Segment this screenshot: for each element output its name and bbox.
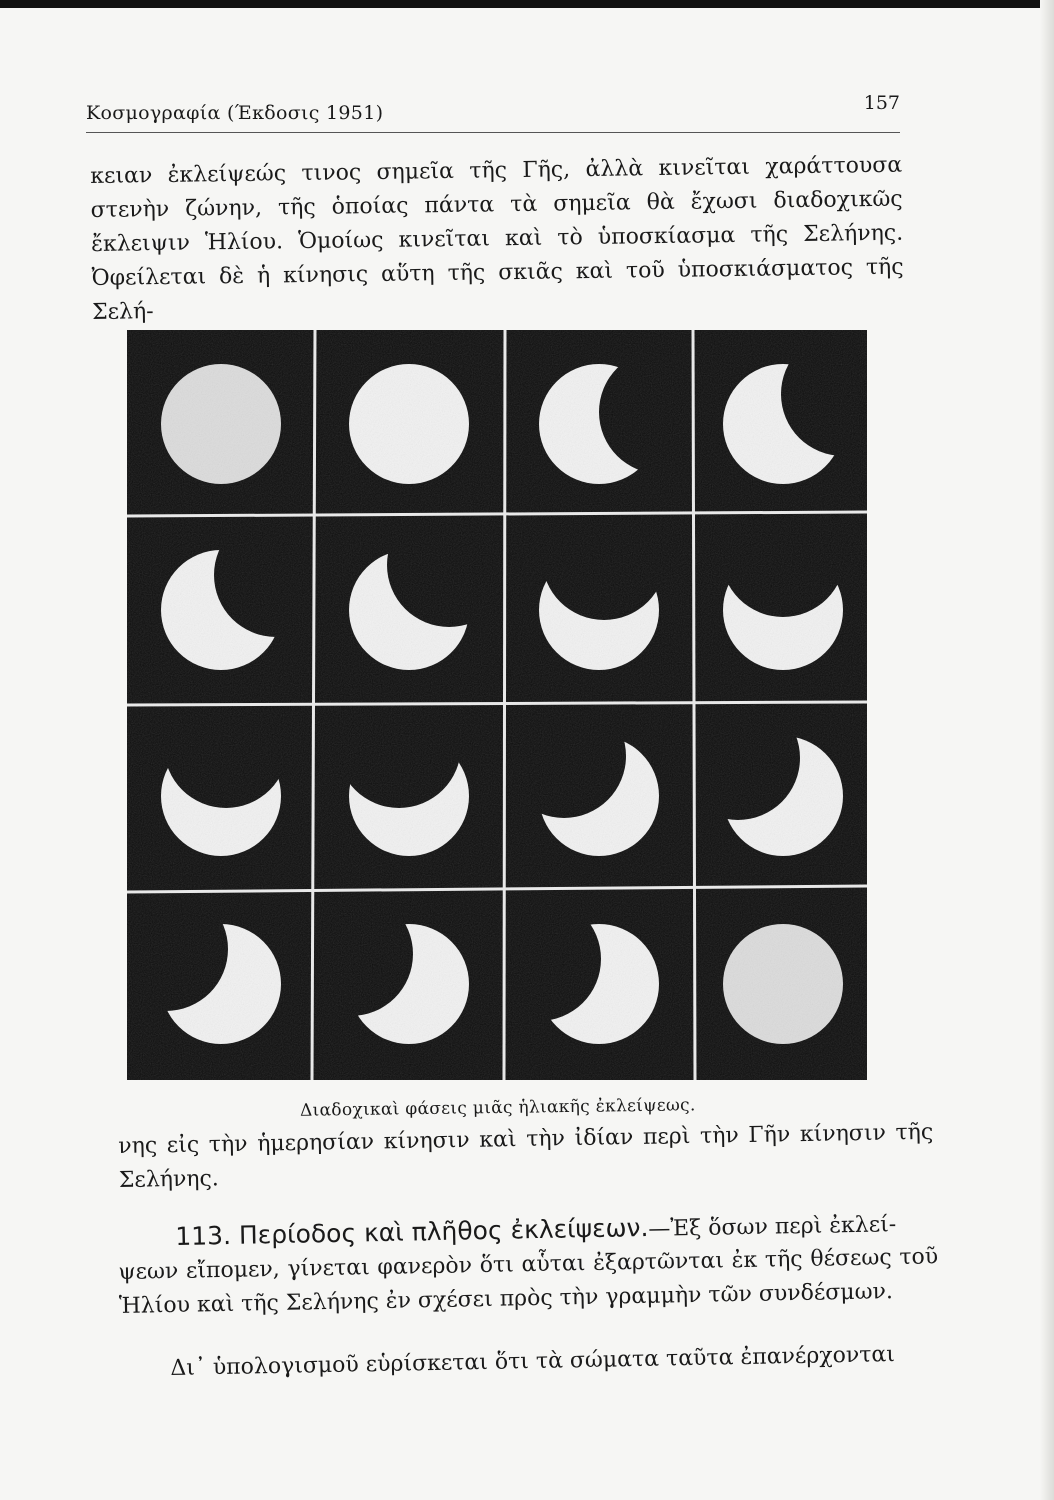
section-heading: 113. Περίοδος καὶ πλῆθος ἐκλείψεων. bbox=[175, 1212, 649, 1251]
paragraph-4: Δι᾽ ὑπολογισμοῦ εὑρίσκεται ὅτι τὰ σώματα ταῦτα ἐπανέρχονται bbox=[170, 1342, 896, 1381]
page-gutter-shadow bbox=[1040, 0, 1054, 1500]
paragraph-1: κειαν ἐκλείψεώς τινος σημεῖα τῆς Γῆς, ἀλλὰ κινεῖται χαράττουσα στενὴν ζώνην, τῆς ὁποίας πάντα τὰ σημεῖα θὰ ἔχωσι διαδοχικῶς ἔκλειψιν Ἡλίου. Ὁμοίως κινεῖται καὶ τὸ ὑποσκίασμα τῆς Σελήνης. Ὀφείλεται δὲ ἡ κίνησις αὕτη τῆς σκιᾶς καὶ τοῦ ὑποσκιάσματος τῆς Σελή- bbox=[90, 152, 904, 325]
eclipse-phases-figure bbox=[127, 330, 867, 1080]
paragraph-2: νης εἰς τὴν ἡμερησίαν κίνησιν καὶ τὴν ἰδίαν περὶ τὴν Γῆν κίνησιν τῆς Σελήνης. bbox=[118, 1119, 934, 1193]
section-lead: —Ἐξ ὅσων περὶ ἐκλεί- bbox=[648, 1212, 897, 1242]
header-rule bbox=[86, 132, 900, 133]
running-title: Κοσμογραφία (Έκδοσις 1951) bbox=[86, 102, 384, 124]
page-header bbox=[86, 92, 900, 128]
scan-border bbox=[0, 0, 1054, 8]
eclipse-phases-image bbox=[127, 330, 867, 1080]
paragraph-3: ψεων εἴπομεν, γίνεται φανερὸν ὅτι αὗται ἐξαρτῶνται ἐκ τῆς θέσεως τοῦ Ἡλίου καὶ τῆς Σελήνης ἐν σχέσει πρὸς τὴν γραμμὴν τῶν συνδέσμων. bbox=[118, 1244, 939, 1319]
page-number: 157 bbox=[863, 92, 900, 114]
figure-caption: Διαδοχικαὶ φάσεις μιᾶς ἡλιακῆς ἐκλείψεως. bbox=[299, 1095, 696, 1121]
